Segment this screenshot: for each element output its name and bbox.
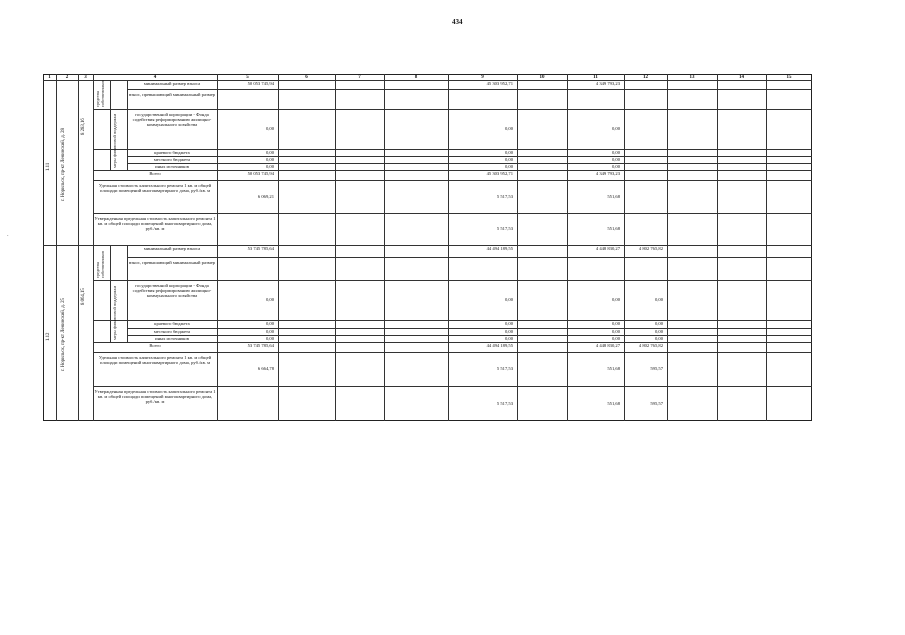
row-label-other: иных источников <box>155 336 189 341</box>
sub-divider <box>110 245 111 280</box>
column-number: 9 <box>481 75 484 80</box>
value-cell: 0,00 <box>654 329 663 334</box>
row-label-regional: краевого бюджета <box>154 150 190 155</box>
sub-divider <box>110 80 111 109</box>
block-number: 1.12 <box>46 332 51 341</box>
value-cell: 0,00 <box>265 297 274 302</box>
value-cell: 551,68 <box>607 193 620 199</box>
row-label-total: Всего <box>149 171 161 176</box>
sub-divider <box>110 109 111 170</box>
value-cell: 0,00 <box>504 157 513 162</box>
value-cell: 0,00 <box>504 336 513 341</box>
column-number: 12 <box>643 75 648 80</box>
row-label-other: иных источников <box>155 164 189 169</box>
row-line <box>93 213 812 214</box>
value-cell: 0,00 <box>265 157 274 162</box>
row-label-state-corp: государственной корпорации - Фонда содействия реформированию жилищно-коммунального хозяйства <box>132 112 212 128</box>
page-number: 434 <box>452 18 463 26</box>
value-cell: 0,00 <box>265 321 274 326</box>
value-cell: 0,00 <box>265 126 274 131</box>
value-cell: 0,00 <box>654 297 663 302</box>
value-cell: 0,00 <box>654 336 663 341</box>
value-cell: 0,00 <box>611 157 620 162</box>
row-label-state-corp: государственной корпорации - Фонда содействия реформированию жилищно-коммунального хозяйства <box>132 283 212 299</box>
column-number: 11 <box>593 75 598 80</box>
column-divider <box>384 245 385 421</box>
value-cell: 0,00 <box>504 297 513 302</box>
sub-divider <box>110 280 111 342</box>
row-line <box>93 280 812 281</box>
column-divider <box>78 80 79 245</box>
block-number: 1.11 <box>46 162 51 171</box>
column-divider <box>448 245 449 421</box>
value-cell: 0,00 <box>504 329 513 334</box>
block-area: 8 064,15 <box>81 288 86 305</box>
column-divider <box>278 245 279 421</box>
column-number: 1 <box>48 75 51 80</box>
block-address: г. Норильск, пр-кт Ленинский, д. 28 <box>61 127 66 201</box>
value-cell: 4 349 793,23 <box>595 171 620 176</box>
column-divider <box>335 245 336 421</box>
block-address: г. Норильск, пр-кт Ленинский, д. 25 <box>61 298 66 371</box>
value-cell: 4 802 765,82 <box>638 246 663 251</box>
value-cell: 5 517,53 <box>496 400 513 406</box>
block-area: 8 283,16 <box>81 117 86 135</box>
value-cell: 0,00 <box>265 164 274 169</box>
value-cell: 53 745 785,64 <box>247 246 274 251</box>
own-funds-label: средства собственников <box>95 80 105 107</box>
value-cell: 5 517,53 <box>496 193 513 199</box>
column-divider <box>567 245 568 421</box>
column-number: 2 <box>65 75 69 80</box>
column-number: 14 <box>739 75 744 80</box>
value-cell: 53 745 785,64 <box>247 343 274 348</box>
column-number: 3 <box>84 75 87 80</box>
row-line <box>93 180 812 181</box>
own-funds-label: средства собственников <box>95 251 105 278</box>
value-cell: 595,57 <box>650 366 663 371</box>
column-divider <box>667 245 668 421</box>
column-divider <box>78 245 79 421</box>
value-cell: 4 448 830,27 <box>595 343 620 348</box>
value-cell: 0,00 <box>654 321 663 326</box>
value-cell: 0,00 <box>611 336 620 341</box>
row-label-local: местного бюджета <box>153 329 191 334</box>
row-label-min-contribution: минимальный размер взноса <box>143 246 201 251</box>
support-label: меры финансовой поддержки <box>112 113 117 168</box>
column-divider <box>624 245 625 421</box>
row-label-total: Всего <box>149 343 161 348</box>
value-cell: 0,00 <box>504 164 513 169</box>
column-divider <box>56 80 57 245</box>
row-label-max-cost: Утвержденная предельная стоимость капитального ремонта 1 кв. м общей площади помещений многоквартирного дома, руб./кв. м <box>94 216 216 232</box>
row-line <box>127 257 812 258</box>
value-cell: 0,00 <box>611 164 620 169</box>
row-line <box>93 386 812 387</box>
value-cell: 0,00 <box>504 321 513 326</box>
row-label-unit-cost: Удельная стоимость капитального ремонта 1 кв. м общей площади помещений многоквартирного дома, руб./кв. м <box>98 183 212 194</box>
row-label-excess-contribution: взнос, превышающий минимальный размер <box>129 92 215 97</box>
value-cell: 0,00 <box>504 126 513 131</box>
value-cell: 551,68 <box>607 226 620 231</box>
column-divider <box>56 245 57 421</box>
column-number: 8 <box>414 75 418 80</box>
value-cell: 0,00 <box>611 126 620 131</box>
value-cell: 50 053 745,94 <box>247 171 274 176</box>
value-cell: 50 053 745,94 <box>247 81 274 86</box>
value-cell: 6 664,78 <box>257 366 274 371</box>
column-number: 15 <box>786 75 792 80</box>
value-cell: 45 303 952,71 <box>486 81 513 86</box>
value-cell: 0,00 <box>265 336 274 341</box>
value-cell: 4 349 793,23 <box>595 81 620 86</box>
value-cell: 0,00 <box>265 150 274 155</box>
column-number: 4 <box>153 75 157 80</box>
column-divider <box>517 245 518 421</box>
value-cell: 5 517,53 <box>496 226 513 231</box>
value-cell: 6 069,21 <box>257 193 274 199</box>
column-divider <box>717 245 718 421</box>
value-cell: 44 494 189,55 <box>486 343 513 348</box>
value-cell: 45 303 952,71 <box>486 171 513 176</box>
column-number: 6 <box>305 75 308 80</box>
value-cell: 0,00 <box>611 297 620 302</box>
margin-mark: - <box>7 233 9 238</box>
value-cell: 595,57 <box>650 400 663 406</box>
column-number: 13 <box>689 75 695 80</box>
value-cell: 551,68 <box>607 366 620 371</box>
value-cell: 0,00 <box>504 150 513 155</box>
support-label: меры финансовой поддержки <box>112 285 117 340</box>
column-number: 10 <box>539 75 545 80</box>
column-divider <box>766 245 767 421</box>
value-cell: 0,00 <box>611 321 620 326</box>
value-cell: 4 802 765,82 <box>638 343 663 348</box>
row-line <box>93 109 812 110</box>
row-label-local: местного бюджета <box>153 157 191 162</box>
value-cell: 0,00 <box>611 329 620 334</box>
row-line <box>93 352 812 353</box>
row-label-min-contribution: минимальный размер взноса <box>143 81 201 86</box>
row-label-regional: краевого бюджета <box>154 321 190 326</box>
column-number: 7 <box>358 75 361 80</box>
value-cell: 0,00 <box>611 150 620 155</box>
value-cell: 551,68 <box>607 400 620 406</box>
value-cell: 5 517,53 <box>496 366 513 371</box>
column-number: 5 <box>246 75 249 80</box>
value-cell: 44 494 189,55 <box>486 246 513 251</box>
row-line <box>127 89 812 90</box>
row-label-max-cost: Утвержденная предельная стоимость капитального ремонта 1 кв. м общей площади помещений многоквартирного дома, руб./кв. м <box>94 389 216 405</box>
value-cell: 0,00 <box>265 329 274 334</box>
row-label-unit-cost: Удельная стоимость капитального ремонта 1 кв. м общей площади помещений многоквартирного дома, руб./кв. м <box>98 355 212 366</box>
column-divider <box>217 245 218 421</box>
row-label-excess-contribution: взнос, превышающий минимальный размер <box>129 260 215 265</box>
value-cell: 4 448 830,27 <box>595 246 620 251</box>
